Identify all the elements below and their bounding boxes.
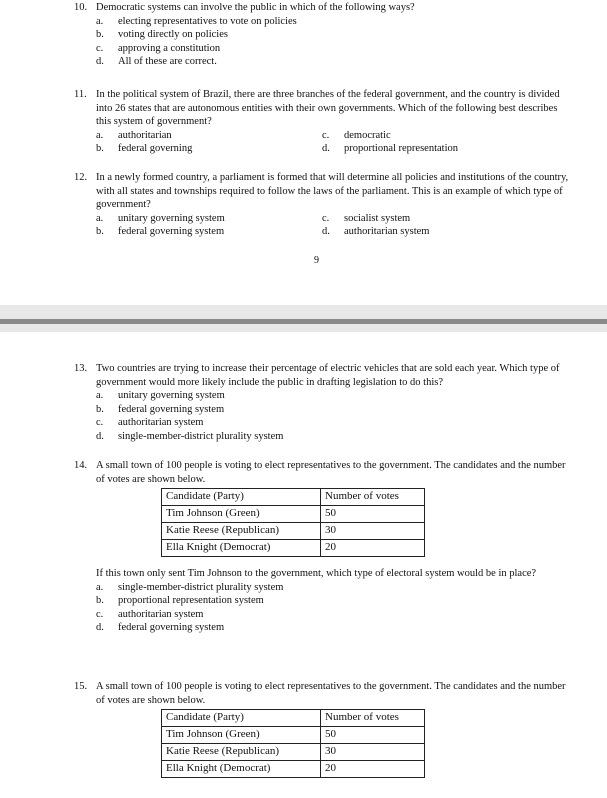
option-c: c. socialist system: [322, 212, 411, 224]
table-cell: 20: [321, 761, 425, 778]
option-c: c. authoritarian system: [96, 608, 204, 620]
table-row: [162, 523, 425, 540]
option-a: a. electing representatives to vote on policies: [96, 15, 297, 27]
option-b: b. federal governing system: [96, 403, 225, 415]
table-header-row: [162, 710, 425, 727]
table-header: Number of votes: [321, 710, 425, 727]
question-number: 11.: [74, 89, 87, 100]
votes-table: [161, 709, 425, 778]
option-b: b. proportional representation system: [96, 595, 264, 606]
question-text: A small town of 100 people is voting to elect representatives to the government. The candidates and the number of votes are shown below.: [96, 460, 566, 485]
question-number: 15.: [74, 681, 88, 692]
option-d: d. single-member-district plurality system: [96, 430, 284, 442]
table-cell: 20: [321, 540, 425, 557]
question-number: 12.: [74, 172, 88, 183]
table-cell: 30: [321, 744, 425, 761]
option-d: d. proportional representation: [322, 143, 459, 154]
table-row: [162, 540, 425, 557]
table-cell: 30: [321, 523, 425, 540]
table-header: Candidate (Party): [162, 710, 321, 727]
question-14: [74, 459, 574, 635]
table-header: Candidate (Party): [162, 489, 321, 506]
option-c: c. approving a constitution: [96, 42, 221, 54]
table-cell: 50: [321, 727, 425, 744]
option-b: b. voting directly on policies: [96, 29, 228, 40]
table-cell: Tim Johnson (Green): [162, 727, 321, 744]
table-cell: Katie Reese (Republican): [162, 523, 321, 540]
table-cell: Tim Johnson (Green): [162, 506, 321, 523]
option-c: c. authoritarian system: [96, 417, 204, 428]
question-12: [74, 171, 574, 239]
question-text: Two countries are trying to increase their percentage of electric vehicles that are sold each year. Which type of government would more likely include the public in drafting legislation to do this?: [96, 363, 560, 388]
table-header: Number of votes: [321, 489, 425, 506]
table-row: [162, 744, 425, 761]
option-a: a. unitary governing system: [96, 390, 225, 401]
question-10: [74, 1, 574, 69]
question-text: In a newly formed country, a parliament is formed that will determine all policies and institutions of the country, with all states and townships required to follow the laws of the parliament. This is an example of which type of government?: [96, 172, 569, 210]
question-number: 10.: [74, 2, 88, 13]
page-separator: [0, 305, 607, 332]
question-number: 13.: [74, 363, 88, 374]
table-row: [162, 761, 425, 778]
question-13: [74, 362, 574, 443]
option-d: d. authoritarian system: [322, 226, 430, 237]
option-d: d. All of these are correct.: [96, 56, 217, 67]
question-text: In the political system of Brazil, there are three branches of the federal government, and the country is divided into 26 states that are autonomous entities with their own governments. Which of the following best describes this system of government?: [96, 89, 560, 127]
table-cell: Ella Knight (Democrat): [162, 761, 321, 778]
page-9: [0, 0, 607, 305]
page-10: [0, 332, 607, 798]
table-row: [162, 506, 425, 523]
option-a: a. single-member-district plurality system: [96, 581, 284, 593]
question-11: [74, 88, 574, 156]
separator-bar: [0, 319, 607, 324]
question-15: [74, 680, 574, 788]
question-text: A small town of 100 people is voting to elect representatives to the government. The candidates and the number of votes are shown below.: [96, 681, 566, 706]
table-header-row: [162, 489, 425, 506]
question-text: Democratic systems can involve the public in which of the following ways?: [96, 2, 415, 13]
option-a: a. unitary governing system: [96, 212, 225, 224]
table-cell: Katie Reese (Republican): [162, 744, 321, 761]
table-cell: 50: [321, 506, 425, 523]
option-d: d. federal governing system: [96, 622, 225, 633]
table-cell: Ella Knight (Democrat): [162, 540, 321, 557]
followup-question: If this town only sent Tim Johnson to the government, which type of electoral system would be in place?: [96, 568, 537, 579]
option-b: b. federal governing system: [96, 226, 225, 237]
option-a: a. authoritarian: [96, 129, 172, 141]
votes-table: [161, 488, 425, 557]
question-number: 14.: [74, 460, 88, 471]
option-b: b. federal governing: [96, 143, 193, 154]
option-c: c. democratic: [322, 129, 391, 141]
page-number: 9: [314, 255, 319, 266]
table-row: [162, 727, 425, 744]
